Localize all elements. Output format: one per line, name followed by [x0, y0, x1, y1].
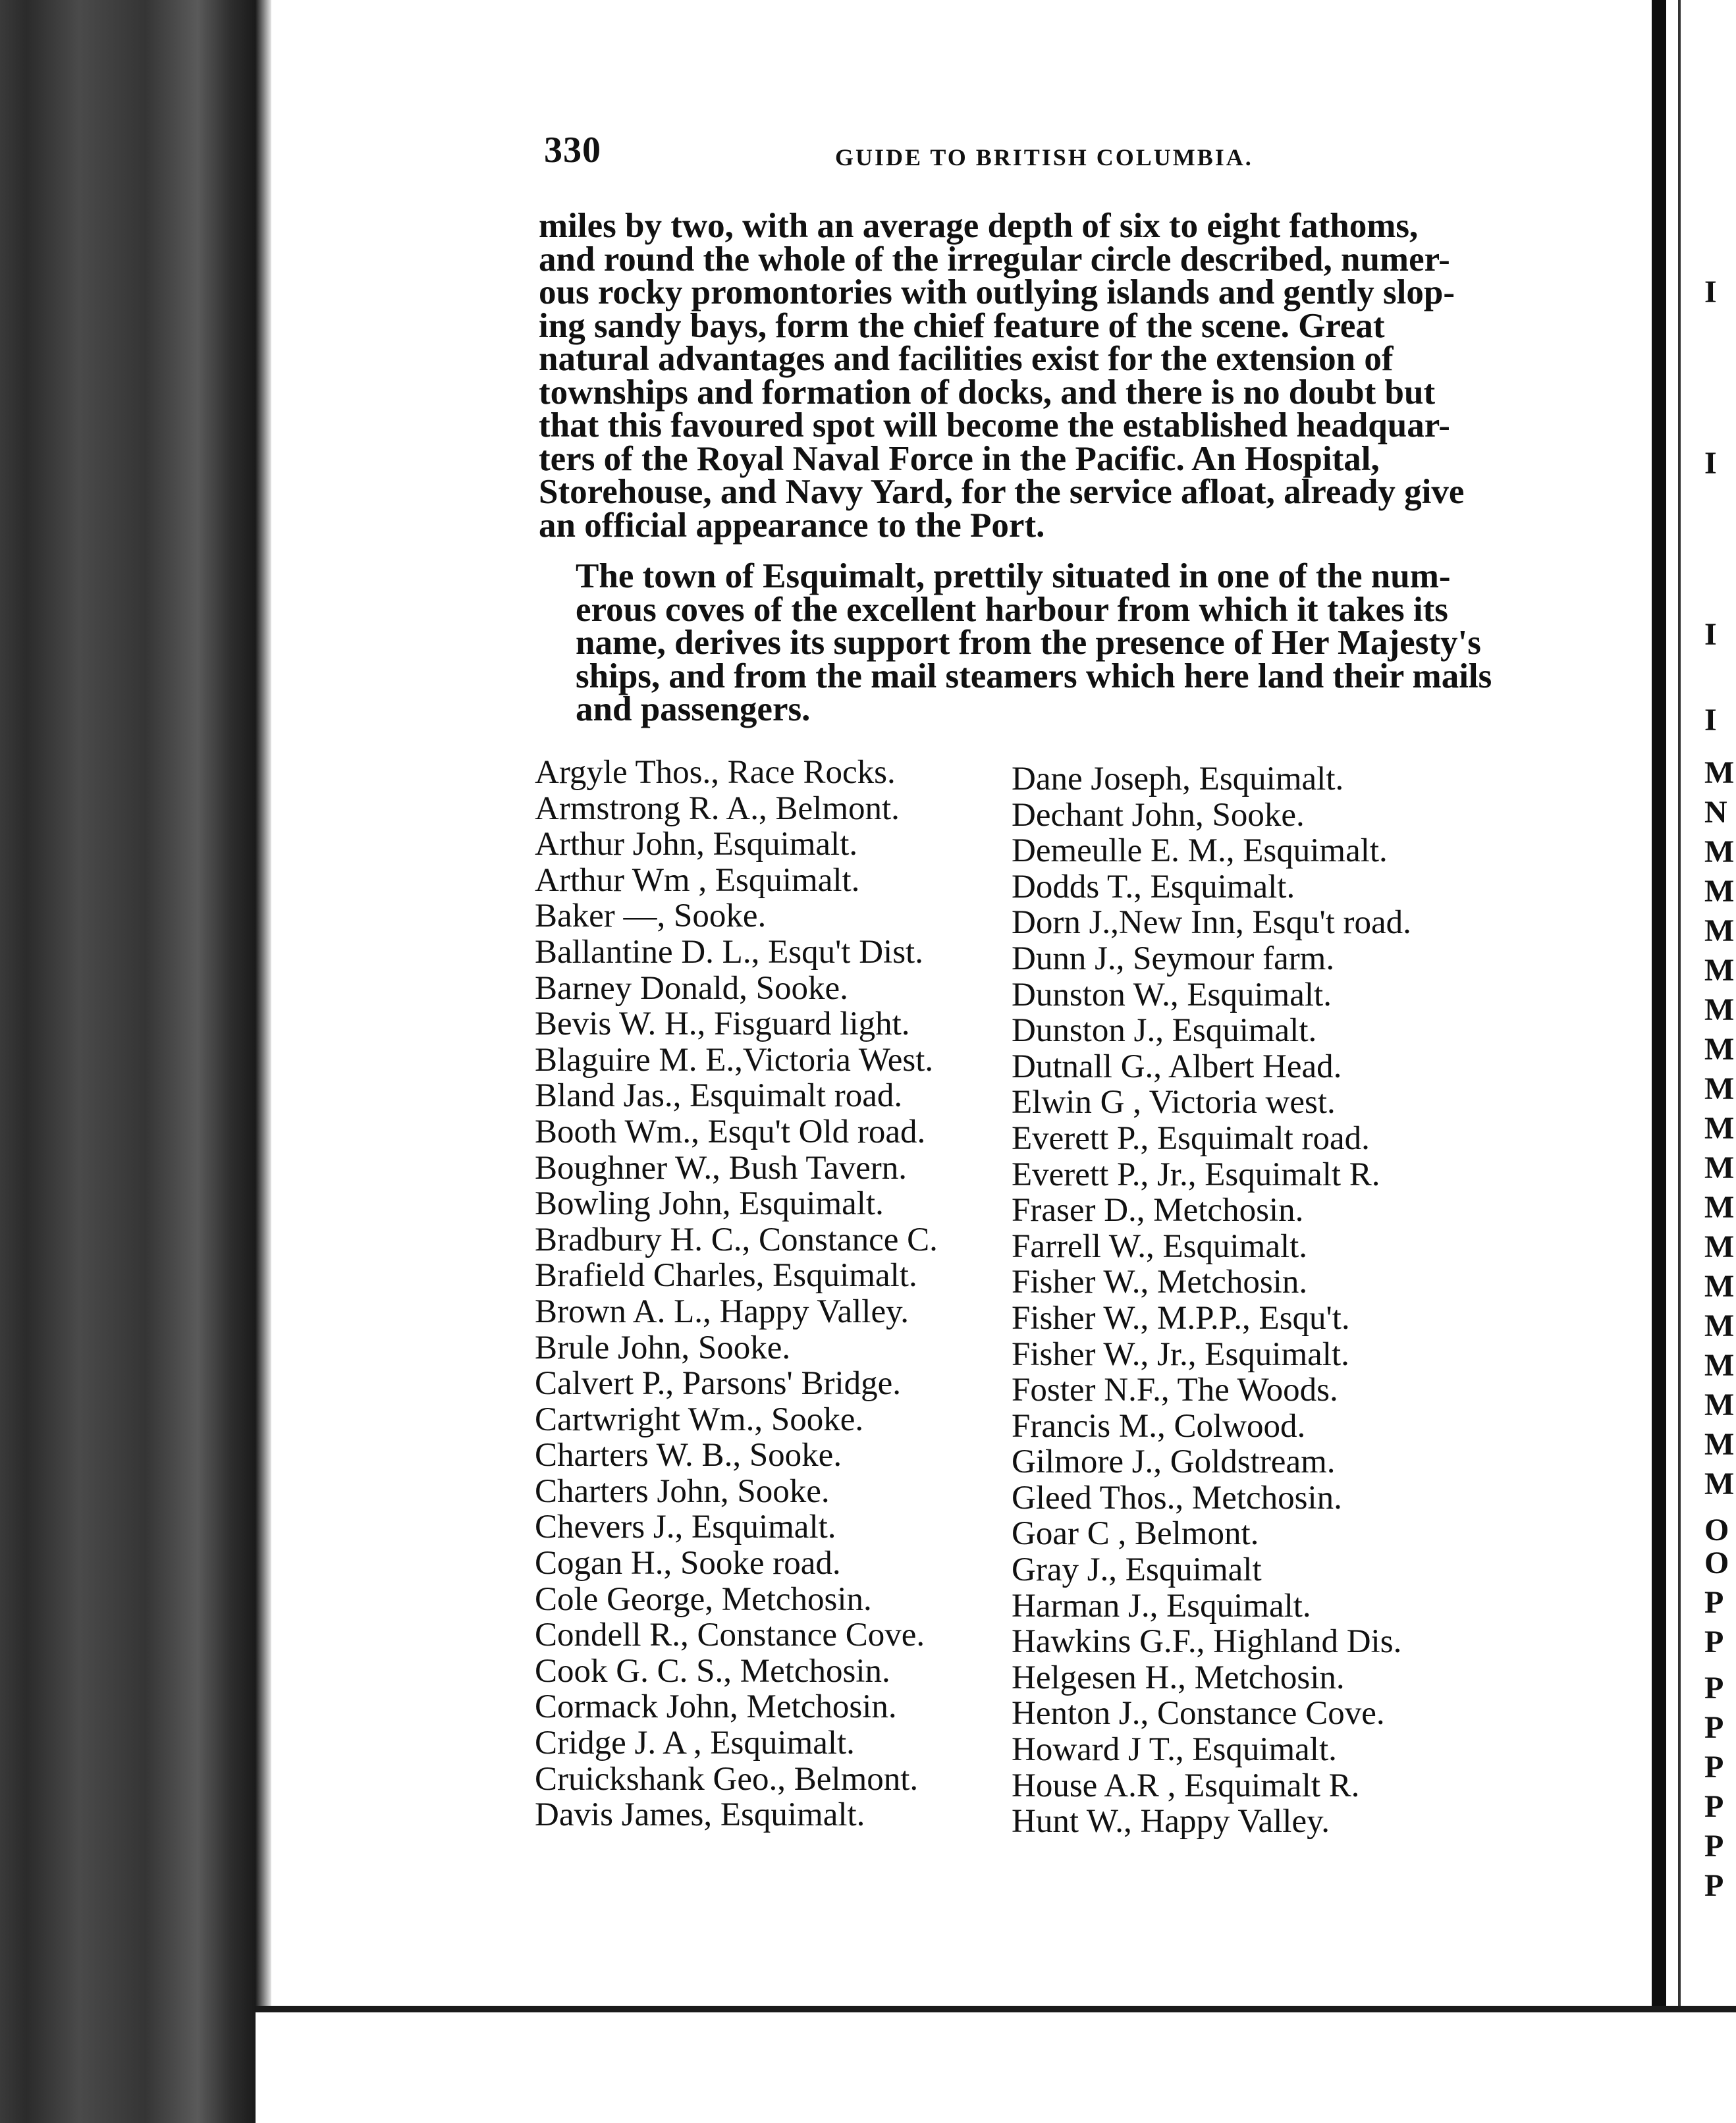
directory-entry: Ballantine D. L., Esqu't Dist. — [535, 933, 923, 971]
directory-entry: Hunt W., Happy Valley. — [1012, 1803, 1330, 1841]
book-spine-shadow — [0, 0, 256, 2123]
directory-entry: Cook G. C. S., Metchosin. — [535, 1652, 890, 1690]
directory-entry: Brown A. L., Happy Valley. — [535, 1293, 909, 1330]
facing-page-letter: P — [1704, 1868, 1724, 1903]
directory-entry: Farrell W., Esquimalt. — [1012, 1227, 1308, 1265]
directory-entry: Charters John, Sooke. — [535, 1472, 830, 1510]
paragraph-line: that this favoured spot will become the established headquar- — [539, 406, 1450, 444]
directory-entry: Foster N.F., The Woods. — [1012, 1372, 1338, 1409]
facing-page-letter: P — [1704, 1585, 1724, 1620]
facing-page-letter: M — [1704, 1308, 1735, 1343]
directory-entry: Dutnall G., Albert Head. — [1012, 1048, 1342, 1085]
facing-page-letter: I — [1704, 275, 1717, 309]
directory-entry: Arthur Wm , Esquimalt. — [535, 861, 860, 899]
directory-column-right — [1012, 761, 1499, 1840]
facing-page-letter: P — [1704, 1625, 1724, 1659]
facing-page-letter: I — [1704, 446, 1717, 481]
directory-entry: Howard J T., Esquimalt. — [1012, 1731, 1337, 1769]
directory-entry: Condell R., Constance Cove. — [535, 1617, 925, 1654]
page-gutter-edge — [256, 0, 271, 2123]
facing-page-letter: P — [1704, 1789, 1724, 1824]
directory-entry: Fisher W., Jr., Esquimalt. — [1012, 1335, 1349, 1373]
directory-entry: Cormack John, Metchosin. — [535, 1688, 897, 1726]
facing-page-letter: O — [1704, 1513, 1729, 1547]
facing-page-letter: M — [1704, 1150, 1735, 1185]
directory-entry: Gleed Thos., Metchosin. — [1012, 1479, 1342, 1517]
facing-page-edge-thin — [1678, 0, 1681, 2006]
paragraph-line: ing sandy bays, form the chief feature of the scene. Great — [539, 306, 1385, 345]
directory-entry: Dodds T., Esquimalt. — [1012, 868, 1295, 905]
paragraph-line: ters of the Royal Naval Force in the Pacific. An Hospital, — [539, 439, 1380, 478]
facing-page-letter: M — [1704, 1032, 1735, 1067]
facing-page-letter: P — [1704, 1710, 1724, 1745]
facing-page-letter: M — [1704, 1229, 1735, 1264]
directory-entry: Hawkins G.F., Highland Dis. — [1012, 1623, 1402, 1661]
directory-entry: Fisher W., Metchosin. — [1012, 1264, 1308, 1301]
directory-entry: Fraser D., Metchosin. — [1012, 1192, 1304, 1229]
directory-entry: Gilmore J., Goldstream. — [1012, 1443, 1336, 1481]
facing-page-letter: M — [1704, 1427, 1735, 1462]
directory-entry: Cruickshank Geo., Belmont. — [535, 1760, 919, 1798]
facing-page-letter: M — [1704, 1111, 1735, 1146]
facing-page-letter: I — [1704, 703, 1717, 738]
facing-page-letter: M — [1704, 1071, 1735, 1106]
directory-entry: Francis M., Colwood. — [1012, 1407, 1306, 1445]
directory-entry: Dunston J., Esquimalt. — [1012, 1012, 1317, 1050]
directory-entry: Blaguire M. E.,Victoria West. — [535, 1041, 934, 1079]
directory-entry: Goar C , Belmont. — [1012, 1515, 1259, 1553]
facing-page-letter: P — [1704, 1671, 1724, 1706]
facing-page-letter: M — [1704, 953, 1735, 988]
paragraph-line: natural advantages and facilities exist for the extension of — [539, 340, 1394, 378]
facing-page-letter: P — [1704, 1750, 1724, 1785]
paragraph-line: erous coves of the excellent harbour from which it takes its — [576, 590, 1448, 629]
facing-page-letter: I — [1704, 617, 1717, 652]
paragraph-line: The town of Esquimalt, prettily situated in one of the num- — [576, 557, 1451, 595]
directory-entry: Elwin G , Victoria west. — [1012, 1084, 1336, 1121]
directory-entry: Gray J., Esquimalt — [1012, 1551, 1262, 1589]
directory-entry: Fisher W., M.P.P., Esqu't. — [1012, 1299, 1350, 1337]
facing-page-letter: M — [1704, 874, 1735, 909]
paragraph-harbour-description — [539, 207, 1504, 545]
directory-entry: House A.R , Esquimalt R. — [1012, 1767, 1360, 1804]
facing-page-letter: M — [1704, 1190, 1735, 1225]
directory-entry: Boughner W., Bush Tavern. — [535, 1149, 907, 1187]
paragraph-line: and passengers. — [576, 690, 811, 728]
directory-entry: Cogan H., Sooke road. — [535, 1545, 841, 1582]
directory-entry: Dechant John, Sooke. — [1012, 796, 1305, 834]
facing-page-letter: M — [1704, 1269, 1735, 1304]
directory-entry: Dunston W., Esquimalt. — [1012, 976, 1332, 1013]
directory-entry: Booth Wm., Esqu't Old road. — [535, 1113, 926, 1150]
directory-entry: Dunn J., Seymour farm. — [1012, 940, 1335, 977]
directory-entry: Armstrong R. A., Belmont. — [535, 790, 900, 827]
facing-page-letter: P — [1704, 1829, 1724, 1864]
paragraph-line: name, derives its support from the presence of Her Majesty's — [576, 624, 1481, 662]
paragraph-line: and round the whole of the irregular circle described, numer- — [539, 240, 1450, 279]
directory-entry: Bevis W. H., Fisguard light. — [535, 1006, 910, 1043]
directory-entry: Cartwright Wm., Sooke. — [535, 1401, 864, 1438]
facing-page-letter: M — [1704, 834, 1735, 869]
directory-entry: Brule John, Sooke. — [535, 1329, 791, 1366]
directory-entry: Bradbury H. C., Constance C. — [535, 1221, 938, 1258]
facing-page-letter: M — [1704, 755, 1735, 790]
directory-entry: Everett P., Esquimalt road. — [1012, 1119, 1370, 1157]
paragraph-line: an official appearance to the Port. — [539, 506, 1045, 545]
directory-entry: Cole George, Metchosin. — [535, 1580, 872, 1618]
directory-entry: Chevers J., Esquimalt. — [535, 1509, 836, 1546]
directory-entry: Arthur John, Esquimalt. — [535, 826, 858, 863]
facing-page-letter-strip — [1704, 0, 1736, 2006]
facing-page-letter: O — [1704, 1545, 1729, 1580]
facing-page-letter: M — [1704, 992, 1735, 1027]
directory-entry: Calvert P., Parsons' Bridge. — [535, 1365, 901, 1403]
paragraph-line: Storehouse, and Navy Yard, for the service afloat, already give — [539, 473, 1465, 511]
paragraph-line: miles by two, with an average depth of six to eight fathoms, — [539, 207, 1419, 245]
paragraph-line: ous rocky promontories with outlying islands and gently slop- — [539, 273, 1455, 311]
directory-entry: Cridge J. A , Esquimalt. — [535, 1725, 855, 1762]
directory-entry: Harman J., Esquimalt. — [1012, 1587, 1311, 1625]
facing-page-letter: M — [1704, 1348, 1735, 1383]
directory-entry: Bland Jas., Esquimalt road. — [535, 1077, 903, 1115]
paragraph-line: townships and formation of docks, and there is no doubt but — [539, 373, 1436, 412]
directory-entry: Everett P., Jr., Esquimalt R. — [1012, 1156, 1380, 1193]
facing-page-letter: M — [1704, 1466, 1735, 1501]
facing-page-letter: M — [1704, 1387, 1735, 1422]
directory-entry: Dorn J.,New Inn, Esqu't road. — [1012, 904, 1411, 942]
page-number: 330 — [544, 130, 601, 171]
directory-entry: Dane Joseph, Esquimalt. — [1012, 761, 1344, 797]
directory-entry: Davis James, Esquimalt. — [535, 1796, 865, 1834]
directory-entry: Brafield Charles, Esquimalt. — [535, 1257, 917, 1295]
directory-entry: Demeulle E. M., Esquimalt. — [1012, 832, 1388, 870]
directory-column-left — [535, 755, 1009, 1833]
directory-entry: Bowling John, Esquimalt. — [535, 1185, 884, 1223]
directory-entry: Barney Donald, Sooke. — [535, 969, 848, 1007]
facing-page-edge — [1652, 0, 1666, 2006]
paragraph-line: ships, and from the mail steamers which here land their mails — [576, 657, 1492, 695]
directory-entry: Baker —, Sooke. — [535, 898, 767, 935]
directory-entry: Charters W. B., Sooke. — [535, 1437, 842, 1474]
paragraph-esquimalt-town — [539, 557, 1504, 728]
page-bottom-edge — [256, 2006, 1736, 2123]
directory-entry: Helgesen H., Metchosin. — [1012, 1659, 1345, 1696]
facing-page-letter: M — [1704, 913, 1735, 948]
directory-entry: Argyle Thos., Race Rocks. — [535, 754, 896, 791]
facing-page-letter: N — [1704, 795, 1727, 830]
directory-entry: Henton J., Constance Cove. — [1012, 1695, 1385, 1733]
running-head: GUIDE TO BRITISH COLUMBIA. — [835, 144, 1253, 171]
